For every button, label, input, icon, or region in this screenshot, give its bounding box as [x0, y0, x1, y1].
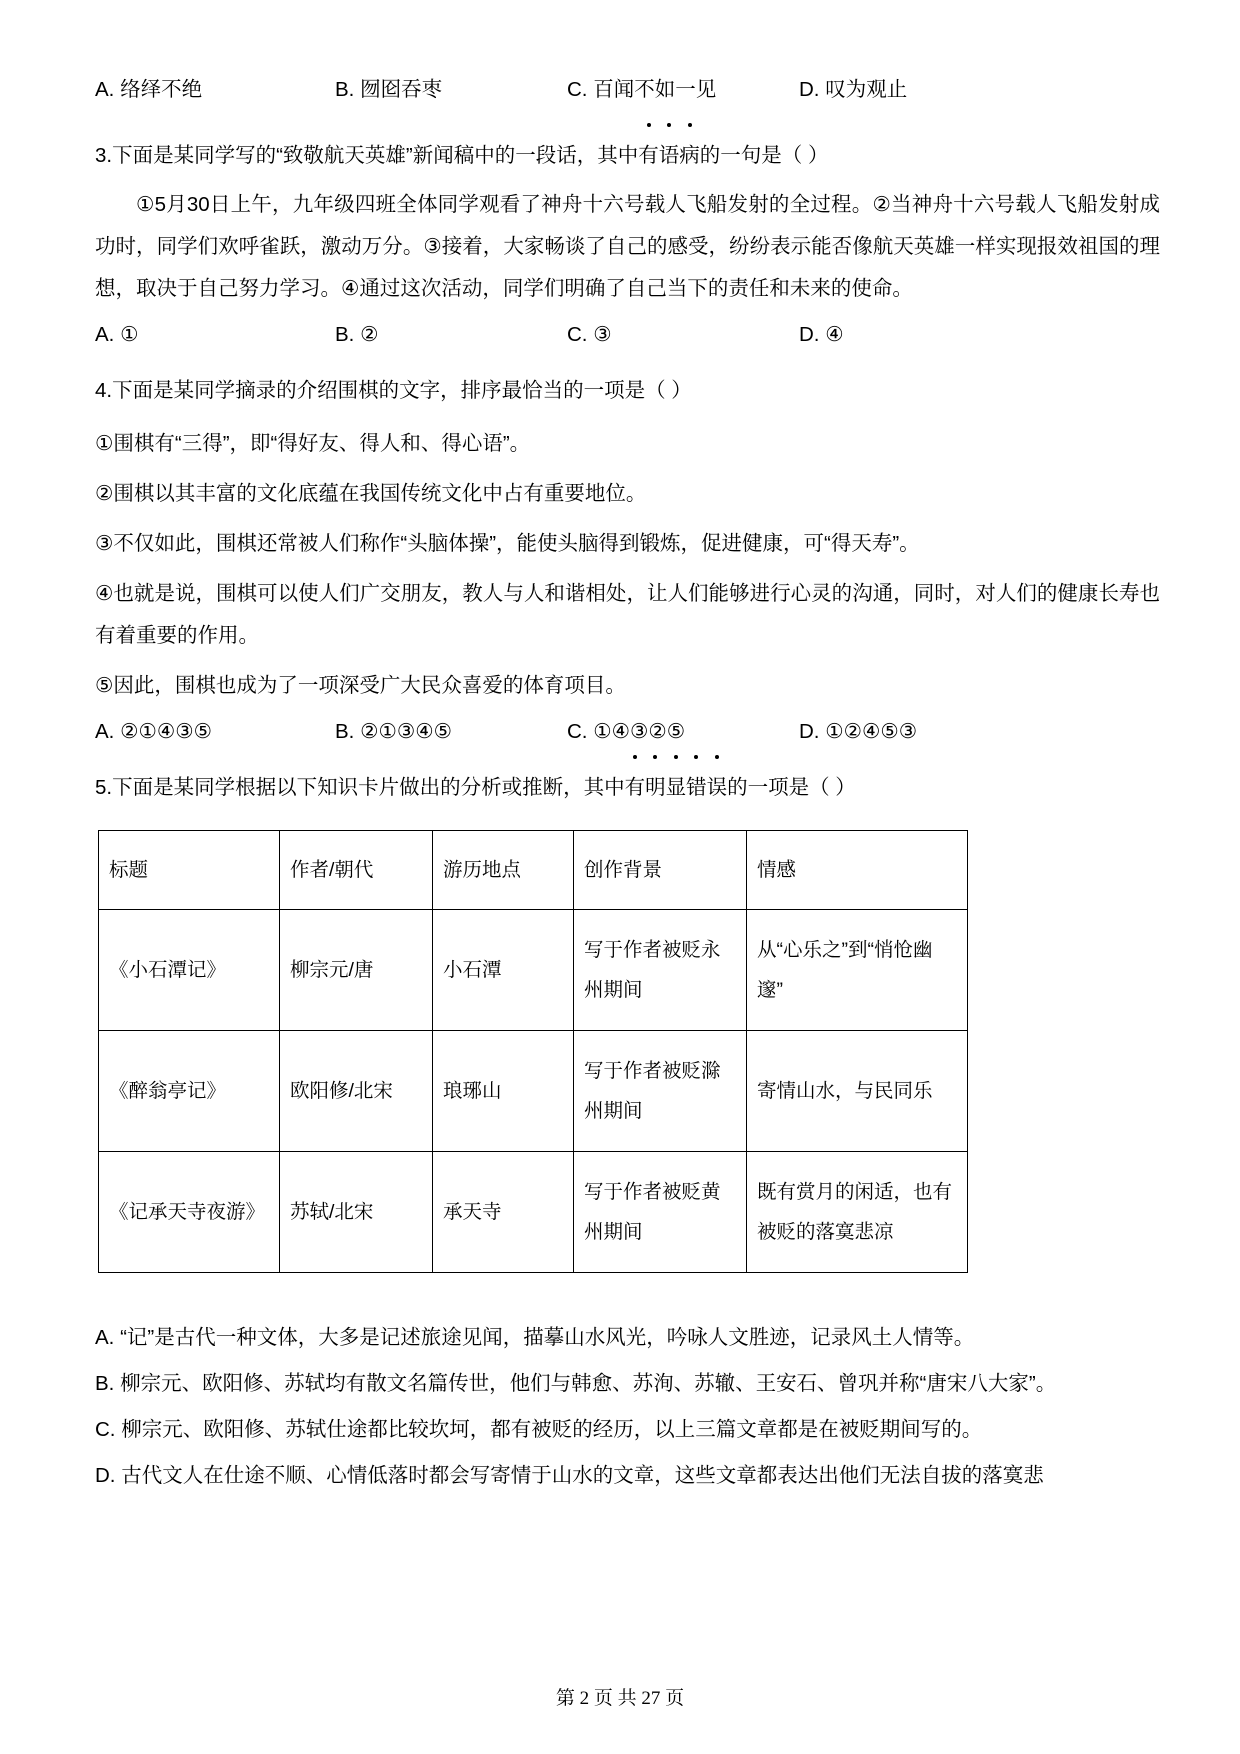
q3-option-a: A. ① [95, 323, 139, 346]
q3-option-d: D. ④ [799, 323, 844, 346]
q2-option-a: A. 络绎不绝 [95, 78, 203, 101]
q4-item-3: ③不仅如此，围棋还常被人们称作“头脑体操”，能使头脑得到锻炼，促进健康，可“得天寿”。 [95, 532, 920, 555]
q3-options-row [95, 322, 1160, 347]
cell-title: 《醉翁亭记》 [99, 1031, 280, 1152]
q3-stem-after: 的一句是（ ） [699, 144, 829, 167]
cell-background: 写于作者被贬滁州期间 [574, 1031, 747, 1152]
cell-background: 写于作者被贬黄州期间 [574, 1152, 747, 1273]
q4-option-c: C. ①④③②⑤ [567, 720, 686, 743]
q4-item-1: ①围棋有“三得”，即“得好友、得人和、得心语”。 [95, 432, 531, 455]
q3-emphasis-text: 有语病 [638, 144, 700, 167]
q4-option-b: B. ②①③④⑤ [335, 720, 452, 743]
q5-stem-after: 的一项是（ ） [727, 776, 856, 799]
cell-author: 柳宗元/唐 [280, 910, 433, 1031]
q5-option-a: A. “记”是古代一种文体，大多是记述旅途见闻，描摹山水风光，吟咏人文胜迹，记录风土人情等。 [95, 1326, 975, 1349]
table-header-background: 创作背景 [574, 831, 747, 910]
table-header-author: 作者/朝代 [280, 831, 433, 910]
table-row [99, 1031, 968, 1152]
cell-title: 《记承天寺夜游》 [99, 1152, 280, 1273]
table-header-row [99, 831, 968, 910]
q3-option-b: B. ② [335, 323, 379, 346]
cell-emotion: 既有赏月的闲适，也有被贬的落寞悲凉 [747, 1152, 968, 1273]
table-header-emotion: 情感 [747, 831, 968, 910]
q3-passage: ①5月30日上午，九年级四班全体同学观看了神舟十六号载人飞船发射的全过程。②当神舟十六号载人飞船发射成功时，同学们欢呼雀跃，激动万分。③接着，大家畅谈了自己的感受，纷纷表示能否像航天英雄一样实现报效祖国的理想，取决于自己努力学习。④通过这次活动，同学们明确了自己当下的责任和未来的使命。 [95, 193, 1160, 300]
q4-item-2: ②围棋以其丰富的文化底蕴在我国传统文化中占有重要地位。 [95, 482, 647, 505]
q5-emphasis-text: 有明显错误 [624, 776, 728, 799]
q3-number: 3. [95, 144, 113, 167]
cell-emotion: 从“心乐之”到“悄怆幽邃” [747, 910, 968, 1031]
q2-option-c: C. 百闻不如一见 [567, 78, 717, 101]
table-header-title: 标题 [99, 831, 280, 910]
q5-number: 5. [95, 776, 113, 799]
q4-option-a: A. ②①④③⑤ [95, 720, 212, 743]
q4-item-5: ⑤因此，围棋也成为了一项深受广大民众喜爱的体育项目。 [95, 674, 626, 697]
q2-option-b: B. 囫囵吞枣 [335, 78, 443, 101]
table-header-place: 游历地点 [433, 831, 574, 910]
table-row [99, 1152, 968, 1273]
q3-stem [95, 138, 1160, 168]
q5-emphasis [625, 770, 728, 800]
q5-option-c: C. 柳宗元、欧阳修、苏轼仕途都比较坎坷，都有被贬的经历，以上三篇文章都是在被贬期间写的。 [95, 1418, 983, 1441]
cell-place: 承天寺 [433, 1152, 574, 1273]
cell-place: 小石潭 [433, 910, 574, 1031]
q4-options-row [95, 719, 1160, 744]
q3-stem-before: 下面是某同学写的“致敬航天英雄”新闻稿中的一段话，其中 [112, 144, 639, 167]
q2-option-d: D. 叹为观止 [799, 78, 908, 101]
q5-option-d: D. 古代文人在仕途不顺、心情低落时都会写寄情于山水的文章，这些文章都表达出他们无法自拔的落寞悲 [95, 1464, 1044, 1487]
q5-stem [95, 770, 1160, 800]
q4-stem [95, 373, 1160, 403]
q5-stem-before: 下面是某同学根据以下知识卡片做出的分析或推断，其中 [112, 776, 625, 799]
page-footer: 第 2 页 共 27 页 [555, 1688, 685, 1709]
table-row [99, 910, 968, 1031]
q5-option-b: B. 柳宗元、欧阳修、苏轼均有散文名篇传世，他们与韩愈、苏洵、苏辙、王安石、曾巩并称“唐宋八大家”。 [95, 1372, 1057, 1395]
cell-place: 琅琊山 [433, 1031, 574, 1152]
cell-background: 写于作者被贬永州期间 [574, 910, 747, 1031]
q4-stem-text: 下面是某同学摘录的介绍围棋的文字，排序最恰当的一项是（ ） [112, 379, 692, 402]
cell-author: 苏轼/北宋 [280, 1152, 433, 1273]
cell-title: 《小石潭记》 [99, 910, 280, 1031]
q4-number: 4. [95, 379, 113, 402]
q4-option-d: D. ①②④⑤③ [799, 720, 918, 743]
q2-options-row [95, 72, 1160, 102]
cell-author: 欧阳修/北宋 [280, 1031, 433, 1152]
q3-emphasis [638, 138, 700, 168]
q3-option-c: C. ③ [567, 323, 612, 346]
cell-emotion: 寄情山水，与民同乐 [747, 1031, 968, 1152]
knowledge-card-table [98, 830, 968, 1273]
q4-item-4: ④也就是说，围棋可以使人们广交朋友，教人与人和谐相处，让人们能够进行心灵的沟通，同时，对人们的健康长寿也有着重要的作用。 [95, 582, 1160, 647]
